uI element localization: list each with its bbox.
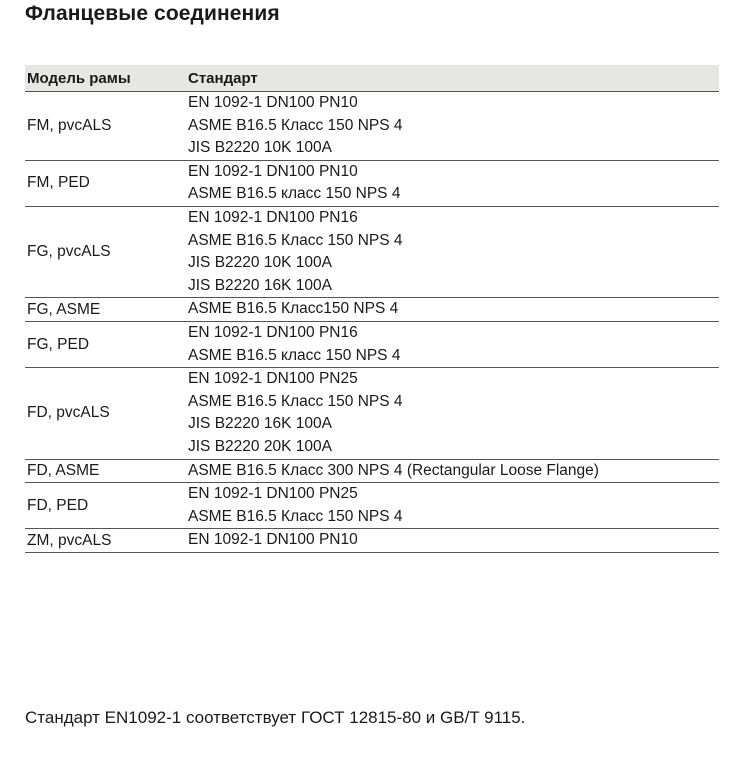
- standards-cell: [188, 92, 719, 160]
- table-row: [25, 207, 719, 298]
- table-row: [25, 322, 719, 368]
- standard-line: EN 1092-1 DN100 PN16: [188, 323, 358, 341]
- header-model: Модель рамы: [27, 69, 131, 87]
- page-title: Фланцевые соединения: [25, 2, 280, 25]
- table-row: [25, 483, 719, 529]
- frame-model-cell: FG, PED: [27, 335, 90, 353]
- standards-cell: [188, 483, 719, 528]
- frame-model-cell: FG, pvcALS: [27, 243, 111, 261]
- table-row: [25, 529, 719, 553]
- standard-line: EN 1092-1 DN100 PN10: [188, 162, 358, 180]
- frame-model-cell: FM, pvcALS: [27, 116, 112, 134]
- standard-line: EN 1092-1 DN100 PN25: [188, 485, 358, 503]
- standard-line: JIS B2220 16K 100A: [188, 276, 332, 294]
- header-standard: Стандарт: [188, 69, 258, 87]
- standard-line: ASME B16.5 Класс 300 NPS 4 (Rectangular Loose Flange): [188, 461, 599, 479]
- table-row: [25, 368, 719, 459]
- standard-line: JIS B2220 20K 100A: [188, 437, 332, 455]
- standards-cell: [188, 207, 719, 297]
- standard-line: JIS B2220 10K 100A: [188, 139, 332, 157]
- table-row: [25, 92, 719, 161]
- standard-line: ASME B16.5 Класс150 NPS 4: [188, 300, 399, 318]
- standard-line: ASME B16.5 Класс 150 NPS 4: [188, 231, 403, 249]
- standards-cell: [188, 298, 719, 321]
- standard-line: ASME B16.5 Класс 150 NPS 4: [188, 392, 403, 410]
- standard-line: ASME B16.5 класс 150 NPS 4: [188, 185, 401, 203]
- standards-cell: [188, 322, 719, 367]
- frame-model-cell: FD, ASME: [27, 461, 100, 479]
- table-header: [25, 65, 719, 92]
- flange-table: [25, 65, 719, 553]
- table-row: [25, 161, 719, 207]
- frame-model-cell: FD, PED: [27, 496, 89, 514]
- table-row: [25, 298, 719, 322]
- standards-cell: [188, 368, 719, 458]
- frame-model-cell: FM, PED: [27, 174, 90, 192]
- standard-line: JIS B2220 10K 100A: [188, 254, 332, 272]
- standards-cell: [188, 460, 719, 483]
- standard-line: JIS B2220 16K 100A: [188, 415, 332, 433]
- standards-cell: [188, 529, 719, 552]
- table-body: [25, 92, 719, 553]
- footnote: Стандарт EN1092-1 соответствует ГОСТ 12815-80 и GB/T 9115.: [25, 708, 526, 727]
- standard-line: EN 1092-1 DN100 PN10: [188, 94, 358, 111]
- standards-cell: [188, 161, 719, 206]
- standard-line: EN 1092-1 DN100 PN10: [188, 531, 358, 549]
- standard-line: EN 1092-1 DN100 PN16: [188, 208, 358, 226]
- standard-line: ASME B16.5 Класс 150 NPS 4: [188, 507, 403, 525]
- frame-model-cell: FD, pvcALS: [27, 404, 110, 422]
- standard-line: ASME B16.5 Класс 150 NPS 4: [188, 116, 403, 134]
- table-row: [25, 460, 719, 484]
- standard-line: ASME B16.5 класс 150 NPS 4: [188, 346, 401, 364]
- standard-line: EN 1092-1 DN100 PN25: [188, 370, 358, 388]
- frame-model-cell: ZM, pvcALS: [27, 531, 112, 549]
- frame-model-cell: FG, ASME: [27, 300, 101, 318]
